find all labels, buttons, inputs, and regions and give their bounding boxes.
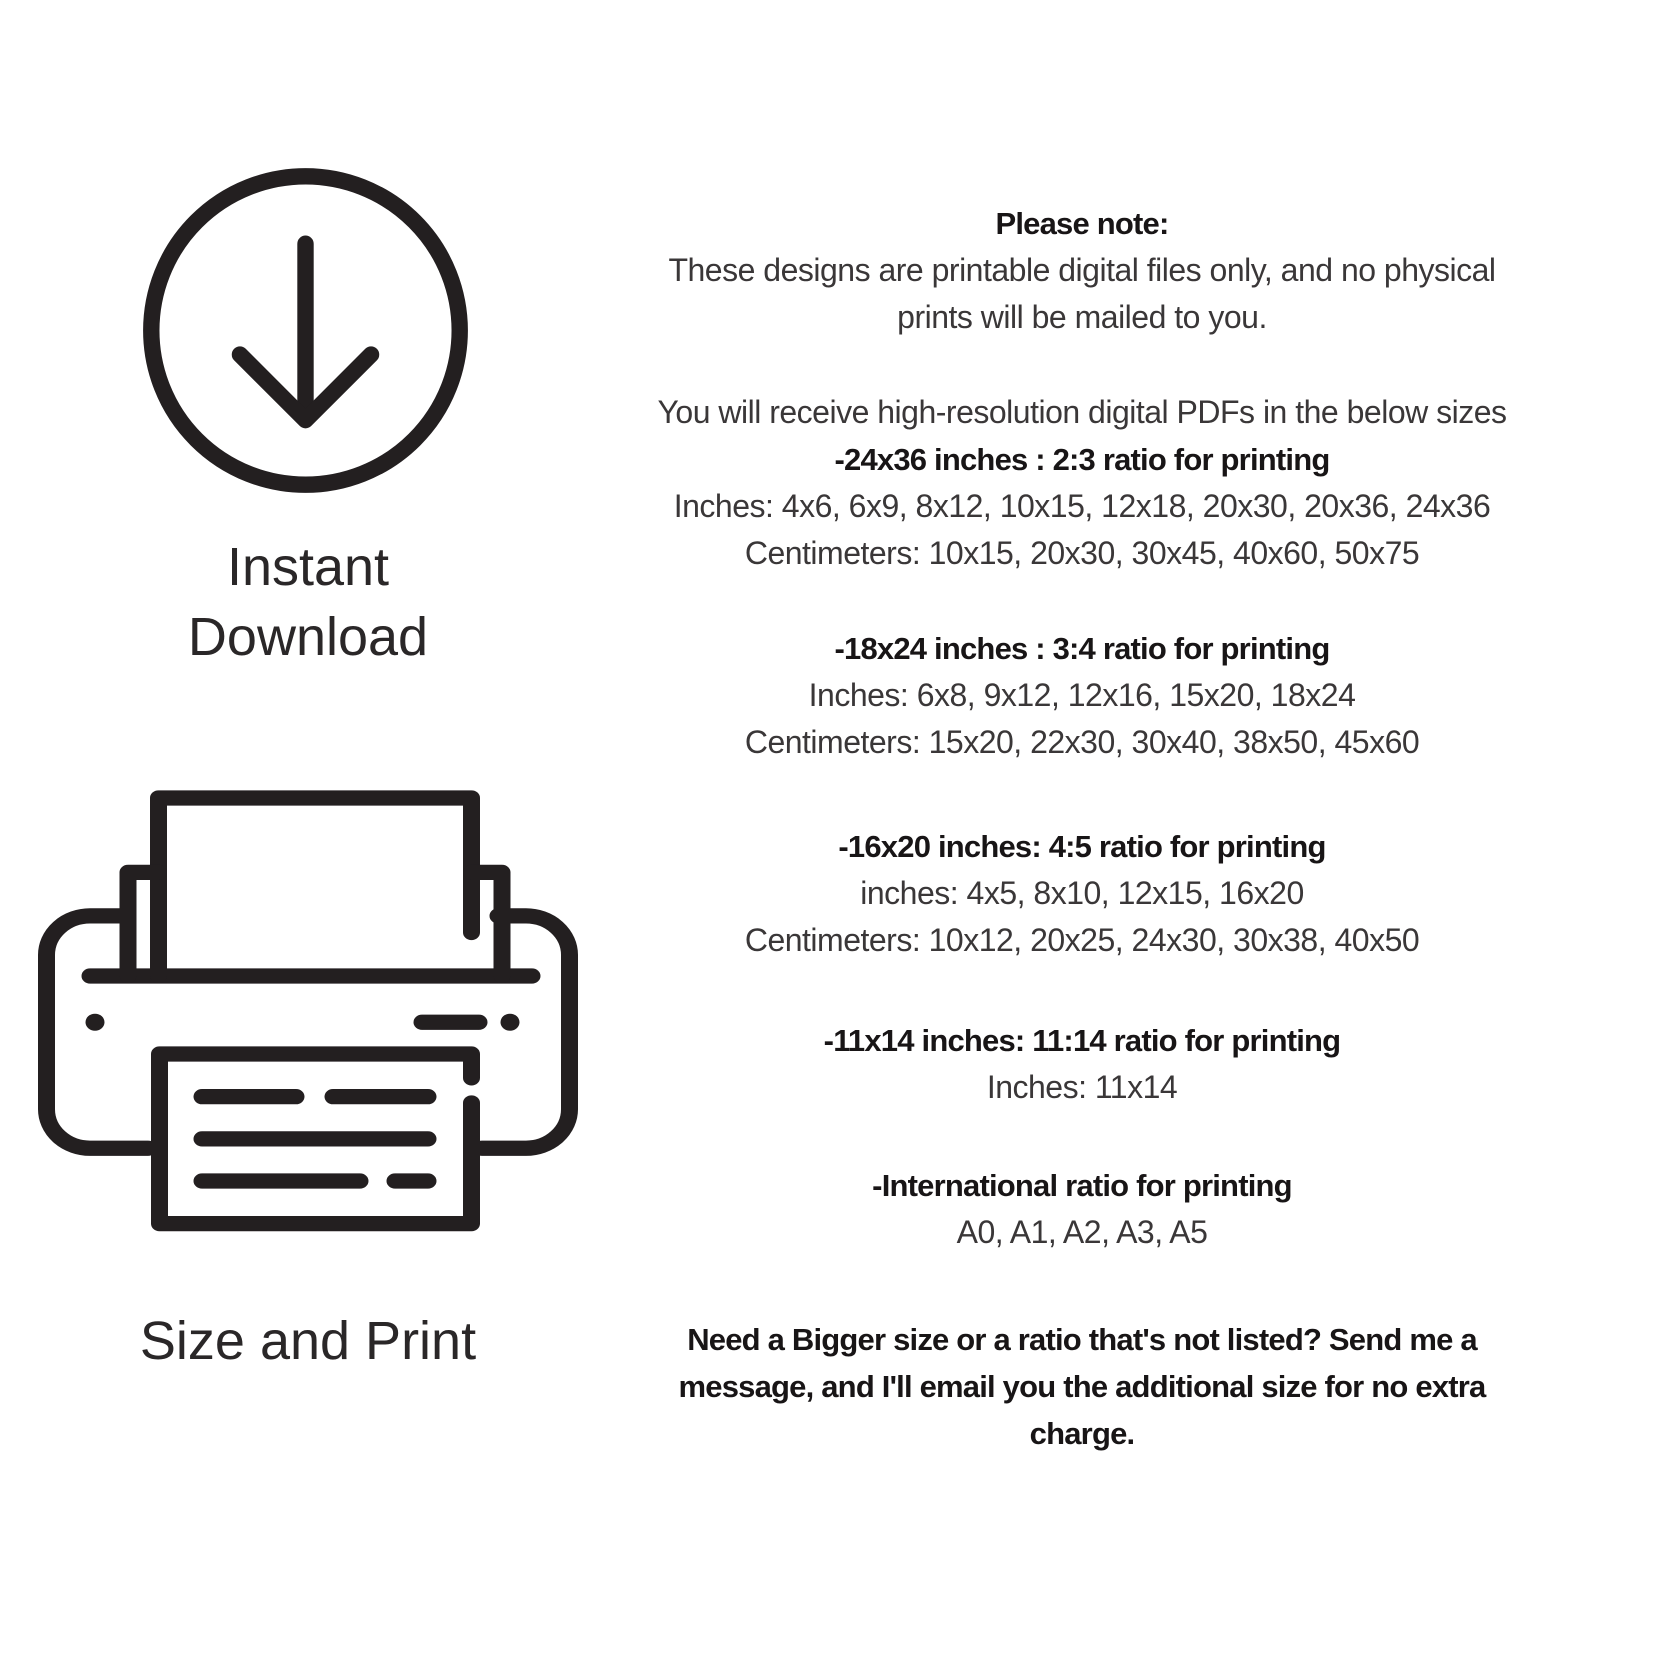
closing-line: charge. [1029,1416,1135,1451]
spacer [602,1111,1562,1162]
size-section-heading: -18x24 inches : 3:4 ratio for printing [834,631,1330,666]
size-section-heading: -11x14 inches: 11:14 ratio for printing [823,1023,1341,1058]
custom-size-offer [602,1316,1562,1457]
size-line: inches: 4x5, 8x10, 12x15, 16x20 [860,875,1304,911]
size-line: Centimeters: 10x15, 20x30, 30x45, 40x60, 50x75 [744,535,1420,571]
size-line: Inches: 6x8, 9x12, 12x16, 15x20, 18x24 [808,677,1356,713]
size-section-heading: -24x36 inches : 2:3 ratio for printing [834,442,1330,477]
instant-download-label [0,532,616,672]
receive-line: You will receive high-resolution digital PDFs in the below sizes [657,394,1507,430]
closing-line: Need a Bigger size or a ratio that's not listed? Send me a [687,1322,1477,1357]
spacer [602,341,1562,389]
note-line: prints will be mailed to you. [897,299,1267,335]
size-line: Inches: 11x14 [986,1069,1178,1105]
note-title: Please note: [995,206,1169,241]
size-line: Centimeters: 15x20, 22x30, 30x40, 38x50, 45x60 [744,724,1420,760]
size-section-18x24 [602,625,1562,766]
size-line: Centimeters: 10x12, 20x25, 24x30, 30x38, 40x50 [744,922,1420,958]
size-section-heading: -16x20 inches: 4:5 ratio for printing [838,829,1326,864]
spacer [602,577,1562,625]
spacer [602,766,1562,823]
size-and-print-label: Size and Print [139,1311,477,1371]
spacer [602,964,1562,1017]
printer-icon [38,780,578,1242]
size-section-heading: -International ratio for printing [872,1168,1292,1203]
spacer [602,1256,1562,1316]
size-section-16x20 [602,823,1562,964]
note-line: These designs are printable digital files only, and no physical [668,252,1496,288]
print-size-details [602,200,1562,1457]
instant-download-label-line1: Instant [226,537,390,597]
instant-download-label-line2: Download [187,607,429,667]
size-section-international [602,1162,1562,1256]
size-section-11x14 [602,1017,1562,1111]
download-icon [132,157,479,504]
size-line: A0, A1, A2, A3, A5 [956,1214,1208,1250]
size-section-24x36 [602,436,1562,577]
closing-line: message, and I'll email you the additional size for no extra [678,1369,1486,1404]
size-line: Inches: 4x6, 6x9, 8x12, 10x15, 12x18, 20x30, 20x36, 24x36 [673,488,1491,524]
